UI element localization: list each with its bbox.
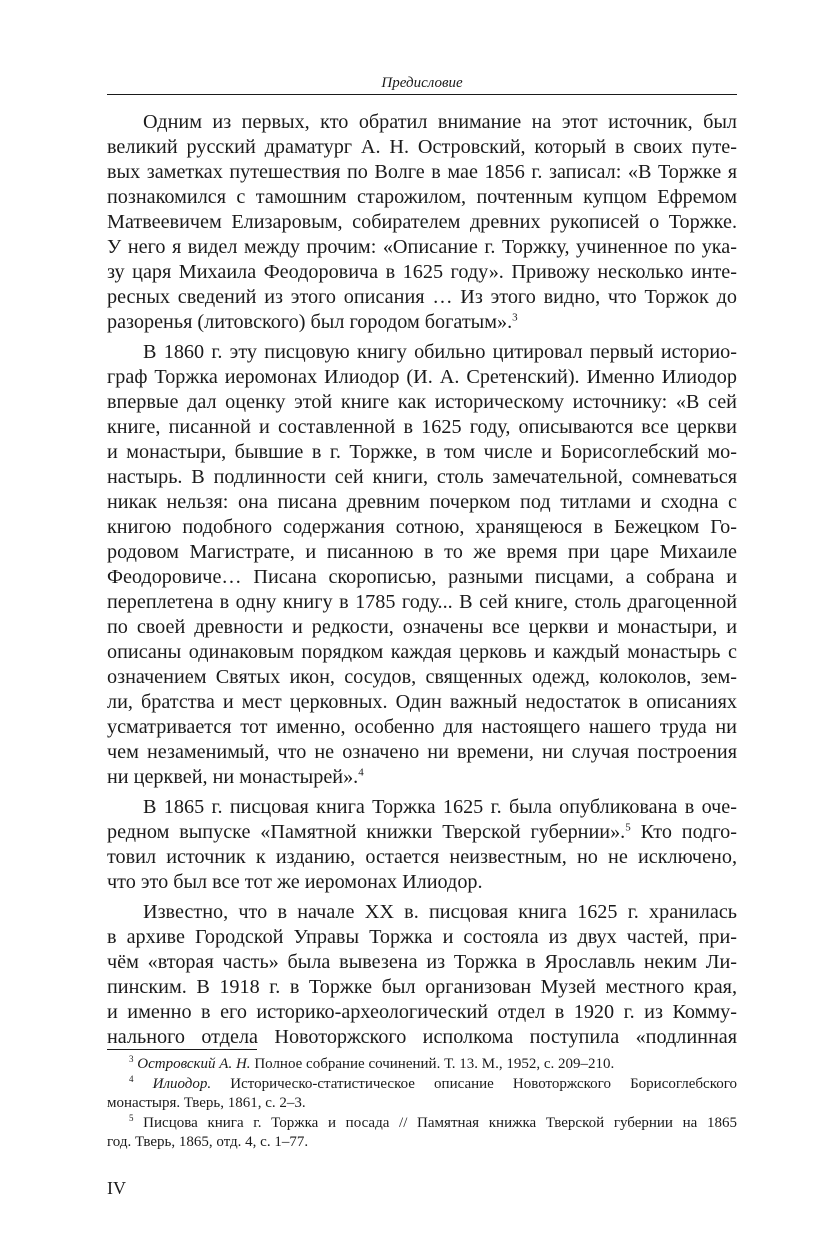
footnote-text: Полное собрание сочинений. Т. 13. М., 1952, с. 209–210. xyxy=(250,1056,615,1072)
footnote-ref-5[interactable]: 5 xyxy=(625,821,631,834)
text-line: граф Торжка иеромонах Илиодор (И. А. Сретенский). Именно Илиодор xyxy=(107,366,737,388)
text-line: что это был все тот же иеромонах Илиодор. xyxy=(107,871,483,893)
paragraph-3 xyxy=(107,795,737,895)
text-line: зу царя Михаила Феодоровича в 1625 году». Привожу несколько инте- xyxy=(107,261,737,283)
footnote-author: Илиодор. xyxy=(152,1076,212,1092)
footnote-text: Писцова книга г. Торжка и посада // Памятная книжка Тверской губернии на 1865 xyxy=(133,1115,737,1131)
text-line: по своей древности и редкости, означены все церкви и монастыри, и xyxy=(107,616,737,638)
text-line: означением Святых икон, сосудов, священных одежд, колоколов, зем- xyxy=(107,666,737,688)
paragraph-2 xyxy=(107,340,737,790)
text-line: Феодоровиче… Писана скорописью, разными писцами, а собрана и xyxy=(107,566,737,588)
text-line: переплетена в одну книгу в 1785 году... В сей книге, столь драгоценной xyxy=(107,591,737,613)
footnote-3 xyxy=(107,1055,737,1074)
footnote-line: монастыря. Тверь, 1861, с. 2–3. xyxy=(107,1095,306,1111)
footnote-line xyxy=(107,1114,737,1133)
text-line: вых заметках путешествия по Волге в мае 1856 г. записал: «В Торжке я xyxy=(107,161,737,183)
footnote-number: 5 xyxy=(129,1113,134,1123)
text-line xyxy=(107,765,737,790)
footnote-text: Историческо-статистическое описание Новоторжского Борисоглебского xyxy=(211,1076,737,1092)
footnote-author: Островский А. Н. xyxy=(137,1056,251,1072)
main-text xyxy=(107,110,737,1050)
text-line: родовом Магистрате, и писанною в то же время при царе Михаиле xyxy=(107,541,737,563)
text-line: познакомился с тамошним старожилом, почтенным купцом Ефремом xyxy=(107,186,737,208)
text-line: У него я видел между прочим: «Описание г. Торжку, учиненное по ука- xyxy=(107,236,737,258)
text-line: усматривается тот именно, особенно для настоящего нашего труда ни xyxy=(107,716,737,738)
text-line: книге, писанной и составленной в 1625 году, описываются все церкви xyxy=(107,416,737,438)
text-line: ли, братства и мест церковных. Один важный недостаток в описаниях xyxy=(107,691,737,713)
footnote-number: 3 xyxy=(129,1054,134,1064)
text-line: никак нельзя: она писана древним почерком под титлами и сходна с xyxy=(107,491,737,513)
text-line: описаны одинаковым порядком каждая церковь и каждый монастырь с xyxy=(107,641,737,663)
paragraph-4 xyxy=(107,900,737,1050)
footnote-ref-4[interactable]: 4 xyxy=(358,766,364,779)
footnote-rule xyxy=(107,1049,257,1050)
text-line: великий русский драматург А. Н. Островский, который в своих путе- xyxy=(107,136,737,158)
footnote-line: год. Тверь, 1865, отд. 4, с. 1–77. xyxy=(107,1134,309,1150)
text-line: чем незаменимый, что не означено ни времени, ни случая построения xyxy=(107,741,737,763)
text-line xyxy=(107,310,737,335)
text-line: пинским. В 1918 г. в Торжке был организован Музей местного края, xyxy=(107,976,737,998)
text-line: впервые дал оценку этой книге как историческому источнику: «В сей xyxy=(107,391,737,413)
text-line-content: редном выпуске «Памятной книжки Тверской губернии». xyxy=(107,821,626,843)
footnote-line xyxy=(107,1055,737,1074)
text-line-content: разоренья (литовского) был городом богатым». xyxy=(107,311,513,333)
text-line: В 1860 г. эту писцовую книгу обильно цитировал первый историо- xyxy=(143,341,737,363)
text-line: настырь. В подлинности сей книги, столь замечательной, сомневаться xyxy=(107,466,737,488)
footnote-ref-3[interactable]: 3 xyxy=(512,311,518,324)
text-line: В 1865 г. писцовая книга Торжка 1625 г. была опубликована в оче- xyxy=(143,796,737,818)
text-line: книгою подобного содержания сотною, хранящеюся в Бежецком Го- xyxy=(107,516,737,538)
footnote-5 xyxy=(107,1114,737,1152)
text-line: и монастыри, бывшие в г. Торжке, в том числе и Борисоглебский мо- xyxy=(107,441,737,463)
text-line: Известно, что в начале XX в. писцовая книга 1625 г. хранилась xyxy=(143,901,737,923)
text-line: товил источник к изданию, остается неизвестным, но не исключено, xyxy=(107,846,737,868)
page-number: IV xyxy=(107,1178,126,1198)
text-line: Матвеевичем Елизаровым, собирателем древних рукописей о Торжке. xyxy=(107,211,737,233)
footnote-number: 4 xyxy=(129,1074,134,1084)
text-line: Одним из первых, кто обратил внимание на этот источник, был xyxy=(143,111,737,133)
text-line: в архиве Городской Управы Торжка и состояла из двух частей, при- xyxy=(107,926,737,948)
text-line xyxy=(107,820,737,845)
paragraph-1 xyxy=(107,110,737,335)
text-line: нального отдела Новоторжского исполкома поступила «подлинная xyxy=(107,1026,737,1048)
header-rule xyxy=(107,94,737,95)
text-line-content: ни церквей, ни монастырей». xyxy=(107,766,359,788)
text-line: ресных сведений из этого описания … Из этого видно, что Торжок до xyxy=(107,286,737,308)
text-line-tail: Кто подго- xyxy=(630,821,737,843)
footnotes xyxy=(107,1055,737,1153)
running-header: Предисловие xyxy=(381,75,463,91)
footnote-4 xyxy=(107,1075,737,1113)
text-line: чём «вторая часть» была вывезена из Торжка в Ярославль неким Ли- xyxy=(107,951,737,973)
text-line: и именно в его историко-археологический отдел в 1920 г. из Комму- xyxy=(107,1001,737,1023)
footnote-line xyxy=(107,1075,737,1094)
